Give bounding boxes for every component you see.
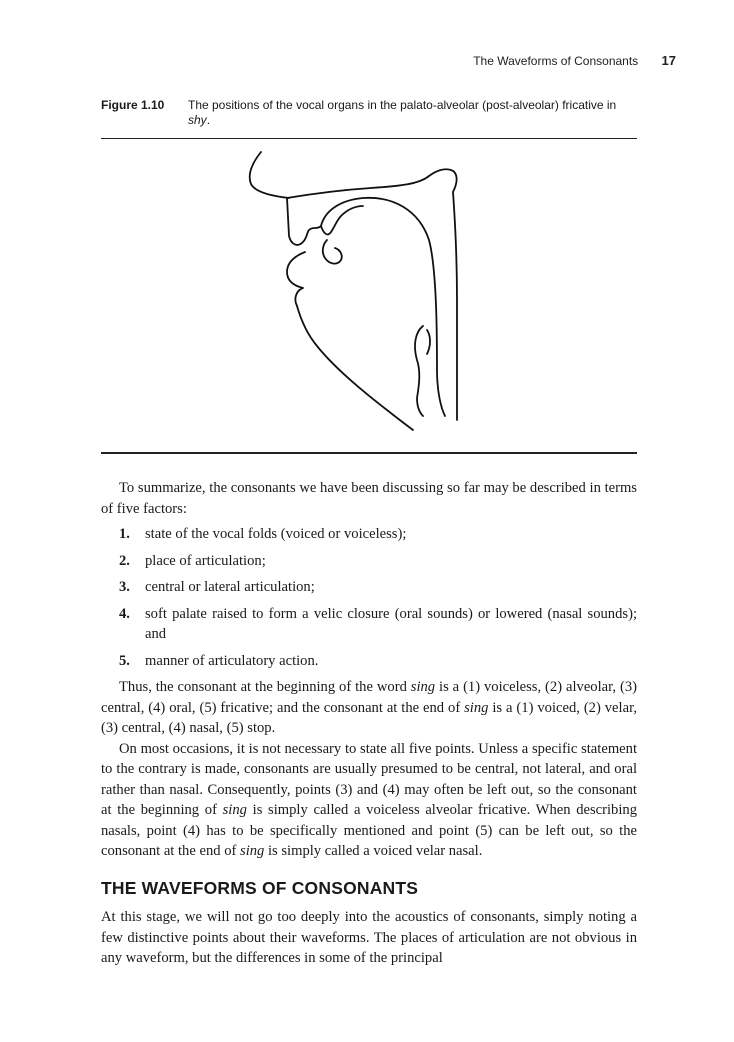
lower-teeth-outline [323, 240, 342, 264]
chin-outline [297, 306, 413, 430]
text-run: Thus, the consonant at the beginning of the word [119, 679, 411, 695]
caption-end: . [206, 113, 211, 127]
tongue-outline [321, 198, 445, 416]
list-text: central or lateral articulation; [145, 579, 315, 595]
caption-text: The positions of the vocal organs in the palato-alveolar (post-alveolar) fricative in [188, 98, 617, 112]
vocal-tract-diagram [101, 140, 637, 450]
velum-outline [321, 206, 363, 234]
figure-label: Figure 1.10 [101, 98, 165, 112]
figure-bottom-rule [101, 452, 637, 454]
running-head-title: The Waveforms of Consonants [473, 54, 639, 68]
running-head [473, 53, 676, 68]
figure-caption [101, 98, 641, 128]
occasions-paragraph [101, 739, 637, 862]
list-number: 5. [119, 652, 130, 669]
list-text: soft palate raised to form a velic closure (oral sounds) or lowered (nasal sounds); and [145, 605, 637, 642]
list-number: 4. [119, 605, 130, 622]
epiglottis-outline [415, 326, 423, 416]
list-item [101, 551, 637, 572]
page-number: 17 [661, 53, 676, 68]
text-run: is simply called a voiced velar nasal. [264, 843, 483, 859]
intro-paragraph: To summarize, the consonants we have been discussing so far may be described in terms of five factors: [101, 480, 637, 517]
figure-caption-text [188, 98, 628, 128]
section-heading: THE WAVEFORMS OF CONSONANTS [101, 877, 419, 898]
text-run: is a (1) voiced, (2) velar, (3) central, (4) nasal, (5) stop. [101, 699, 637, 736]
list-number: 1. [119, 526, 130, 542]
list-text: state of the vocal folds (voiced or voiceless); [145, 526, 407, 542]
text-run: is a (1) voiceless, (2) alveolar, (3) central, (4) oral, (5) fricative; and the consonant at the end of [101, 679, 637, 716]
hard-palate-outline [287, 169, 457, 198]
caption-example-word: shy [188, 113, 207, 127]
list-item [101, 604, 637, 645]
example-word: sing [222, 802, 247, 818]
list-number: 3. [119, 579, 130, 595]
list-text: manner of articulatory action. [145, 652, 319, 669]
upper-teeth-outline [287, 198, 321, 245]
example-word: sing [410, 679, 436, 695]
list-text: place of articulation; [145, 552, 266, 569]
nasal-bridge-outline [250, 152, 289, 198]
example-word: sing [464, 699, 489, 716]
text-run: On most occasions, it is not necessary to state all five points. Unless a specific statement to the contrary is made, consonants are usually presumed to be central, not lateral, and oral rather than nasal. Consequently, points (3) and (4) may often be left out, so the consonant at the beginning of [101, 740, 637, 818]
factor-list [101, 524, 637, 671]
section-paragraph: At this stage, we will not go too deeply into the acoustics of consonants, simply noting a few distinctive points about their waveforms. The places of articulation are not obvious in any waveform, but the differences in some of the principal [101, 909, 637, 966]
lower-lip-outline [287, 252, 305, 306]
text-run: is simply called a voiceless alveolar fricative. When describing nasals, point (4) has to be specifically mentioned and point (5) can be left out, so the consonant at the end of [101, 802, 637, 859]
figure-top-rule [101, 138, 637, 139]
list-item [101, 651, 637, 672]
larynx-outline [427, 330, 430, 354]
example-paragraph [101, 677, 637, 739]
example-word: sing [240, 843, 265, 859]
pharynx-wall-outline [453, 192, 457, 420]
list-item [101, 524, 637, 545]
list-item [101, 577, 637, 598]
body-text [101, 478, 637, 969]
list-number: 2. [119, 552, 130, 569]
